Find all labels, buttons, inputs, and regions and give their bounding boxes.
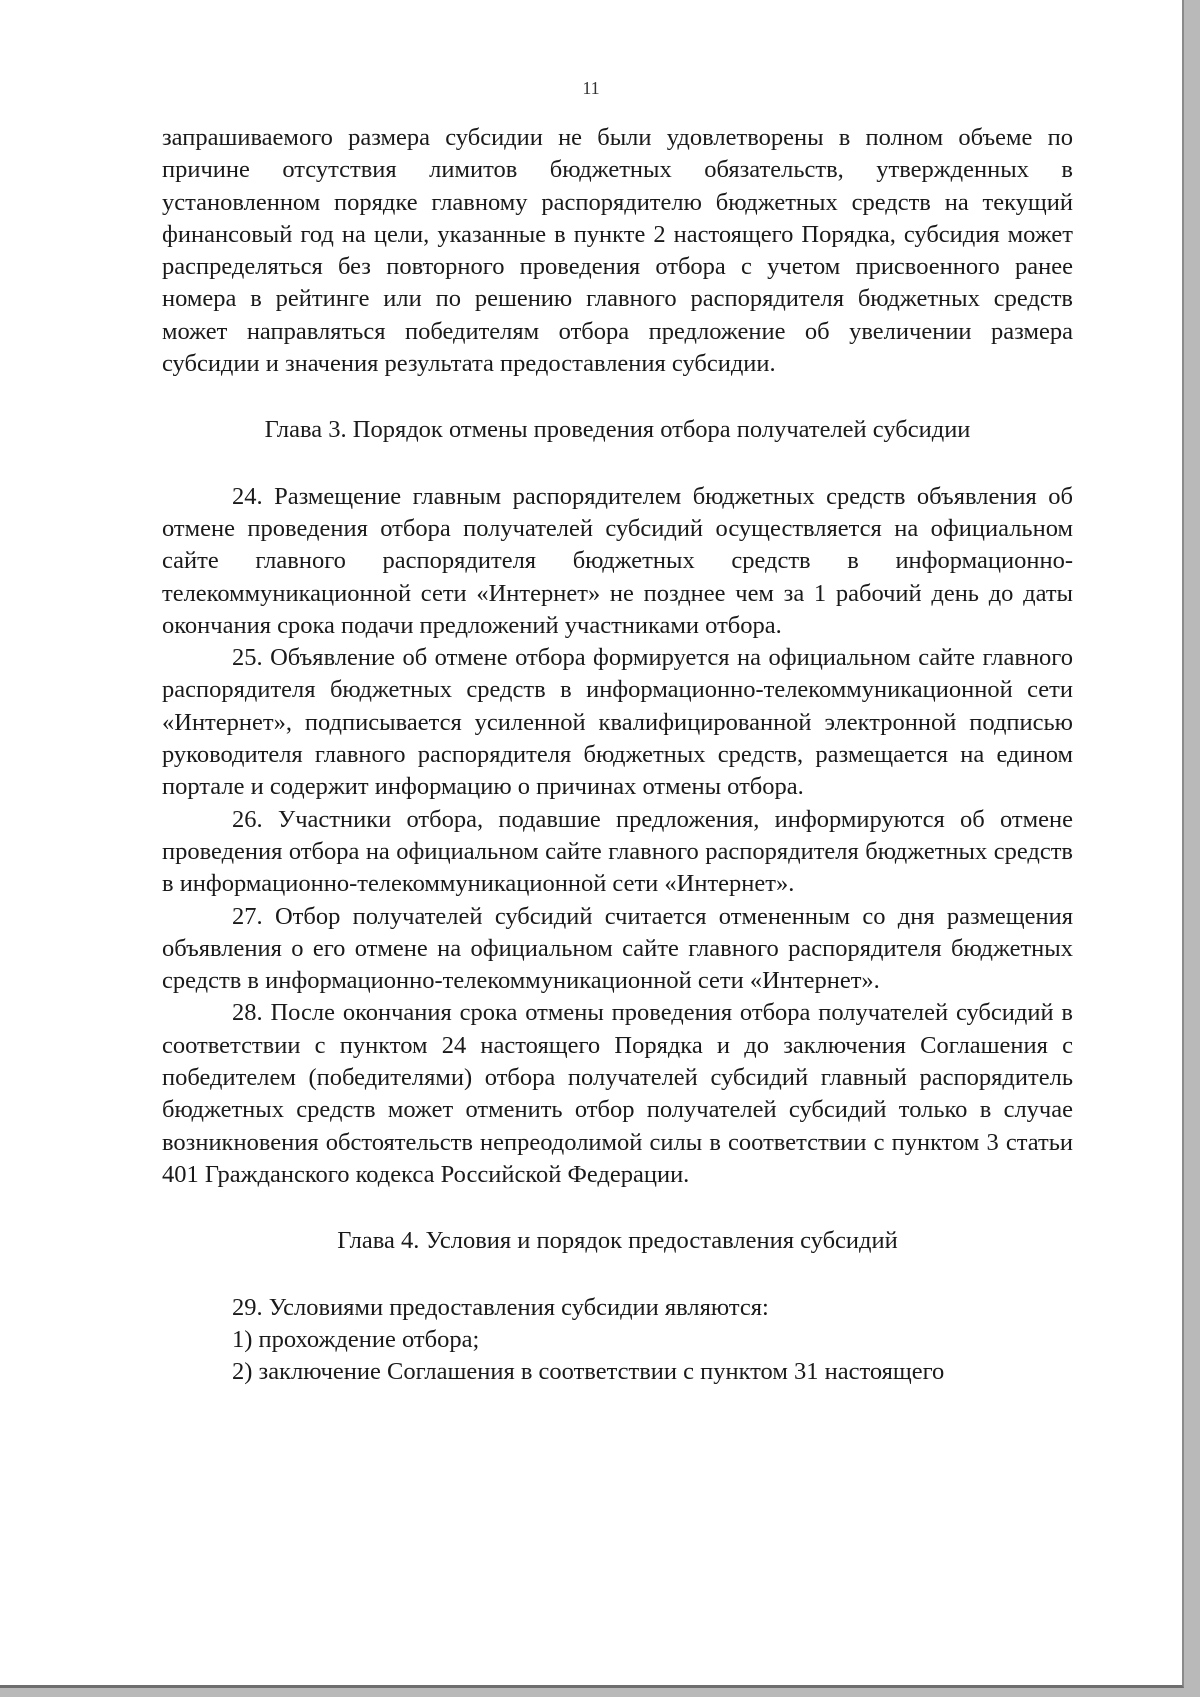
paragraph-29: 29. Условиями предоставления субсидии являются:: [232, 1293, 769, 1321]
page-number: 11: [582, 78, 600, 98]
paragraph-25: 25. Объявление об отмене отбора формируется на официальном сайте главного распорядителя бюджетных средств в информационно-телекоммуникационной сети «Интернет», подписывается усиленной квалифицированной электронной подписью руководителя главного распорядителя бюджетных средств, размещается на едином портале и содержит информацию о причинах отмены отбора.: [162, 644, 1073, 801]
chapter-3-heading: Глава 3. Порядок отмены проведения отбора получателей субсидии: [264, 416, 971, 444]
paragraph-27: 27. Отбор получателей субсидий считается отмененным со дня размещения объявления о его отмене на официальном сайте главного распорядителя бюджетных средств в информационно-телекоммуникационной сети «Интернет».: [162, 902, 1073, 995]
paragraph-26: 26. Участники отбора, подавшие предложения, информируются об отмене проведения отбора на официальном сайте главного распорядителя бюджетных средств в информационно-телекоммуникационной сети «Интернет».: [162, 805, 1073, 898]
list-item: 1) прохождение отбора;: [232, 1325, 480, 1353]
chapter-4-heading: Глава 4. Условия и порядок предоставления субсидий: [337, 1227, 898, 1255]
continuation-paragraph: запрашиваемого размера субсидии не были удовлетворены в полном объеме по причине отсутствия лимитов бюджетных обязательств, утвержденных в установленном порядке главному распорядителю бюджетных средств на текущий финансовый год на цели, указанные в пункте 2 настоящего Порядка, субсидия может распределяться без повторного проведения отбора с учетом присвоенного ранее номера в рейтинге или по решению главного распорядителя бюджетных средств может направляться победителям отбора предложение об увеличении размера субсидии и значения результата предоставления субсидии.: [162, 124, 1073, 378]
page-body: [162, 122, 1073, 1388]
paragraph-24: 24. Размещение главным распорядителем бюджетных средств объявления об отмене проведения отбора получателей субсидий осуществляется на официальном сайте главного распорядителя бюджетных средств в информационно-телекоммуникационной сети «Интернет» не позднее чем за 1 рабочий день до даты окончания срока подачи предложений участниками отбора.: [162, 482, 1073, 639]
list-item: 2) заключение Соглашения в соответствии с пунктом 31 настоящего: [232, 1358, 945, 1386]
paragraph-28: 28. После окончания срока отмены проведения отбора получателей субсидий в соответствии с пунктом 24 настоящего Порядка и до заключения Соглашения с победителем (победителями) отбора получателей субсидий главный распорядитель бюджетных средств может отменить отбор получателей субсидий только в случае возникновения обстоятельств непреодолимой силы в соответствии с пунктом 3 статьи 401 Гражданского кодекса Российской Федерации.: [162, 999, 1073, 1188]
